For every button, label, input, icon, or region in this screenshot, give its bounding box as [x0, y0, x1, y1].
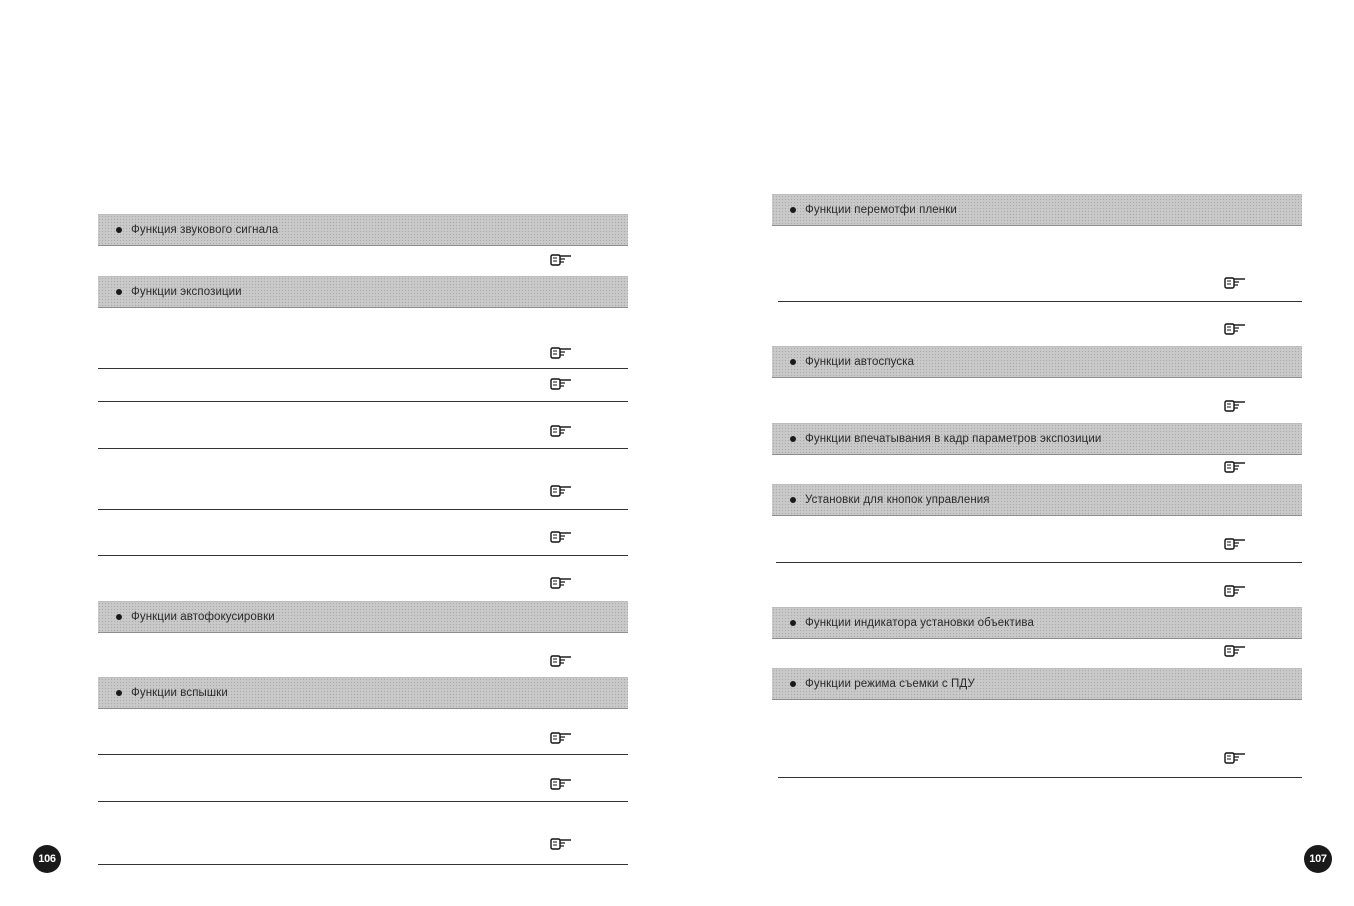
divider: [98, 801, 628, 802]
section-title: Функции индикатора установки объектива: [805, 617, 1034, 629]
bullet-icon: [116, 289, 122, 295]
bullet-icon: [790, 436, 796, 442]
pointing-hand-icon: [1224, 398, 1246, 412]
pointing-hand-icon: [1224, 275, 1246, 289]
pointing-hand-icon: [550, 376, 572, 390]
pointing-hand-icon: [1224, 459, 1246, 473]
pointing-hand-icon: [550, 483, 572, 497]
section-title: Функция звукового сигнала: [131, 224, 279, 236]
section-header-beep: [98, 214, 628, 246]
pointing-hand-icon: [1224, 583, 1246, 597]
bullet-icon: [116, 690, 122, 696]
divider: [98, 754, 628, 755]
pointing-hand-icon: [550, 575, 572, 589]
pointing-hand-icon: [1224, 321, 1246, 335]
section-title: Функции автоспуска: [805, 356, 915, 368]
page-number-badge: 107: [1304, 845, 1332, 873]
bullet-icon: [790, 359, 796, 365]
pointing-hand-icon: [550, 423, 572, 437]
section-title: Функции экспозиции: [131, 286, 242, 298]
page-number-badge: 106: [33, 845, 61, 873]
divider: [98, 448, 628, 449]
bullet-icon: [116, 614, 122, 620]
section-header-remote-control: [772, 668, 1302, 700]
divider: [98, 555, 628, 556]
section-title: Функции режима съемки с ПДУ: [805, 678, 975, 690]
section-header-control-buttons: [772, 484, 1302, 516]
pointing-hand-icon: [1224, 750, 1246, 764]
divider: [98, 864, 628, 865]
section-title: Функции перемотфи пленки: [805, 204, 957, 216]
divider: [98, 368, 628, 369]
section-title: Функции вспышки: [131, 687, 228, 699]
pointing-hand-icon: [550, 252, 572, 266]
section-header-film-advance: [772, 194, 1302, 226]
divider: [778, 777, 1302, 778]
section-header-self-timer: [772, 346, 1302, 378]
pointing-hand-icon: [550, 529, 572, 543]
section-header-data-imprint: [772, 423, 1302, 455]
pointing-hand-icon: [550, 653, 572, 667]
section-header-lens-indicator: [772, 607, 1302, 639]
bullet-icon: [790, 497, 796, 503]
section-title: Установки для кнопок управления: [805, 494, 990, 506]
bullet-icon: [790, 681, 796, 687]
pointing-hand-icon: [1224, 536, 1246, 550]
divider: [778, 301, 1302, 302]
pointing-hand-icon: [550, 345, 572, 359]
section-header-flash: [98, 677, 628, 709]
divider: [98, 509, 628, 510]
bullet-icon: [790, 620, 796, 626]
divider: [776, 562, 1302, 563]
pointing-hand-icon: [1224, 643, 1246, 657]
section-header-exposure: [98, 276, 628, 308]
divider: [98, 401, 628, 402]
pointing-hand-icon: [550, 776, 572, 790]
section-title: Функции автофокусировки: [131, 611, 275, 623]
bullet-icon: [116, 227, 122, 233]
section-title: Функции впечатывания в кадр параметров экспозиции: [805, 433, 1102, 445]
section-header-autofocus: [98, 601, 628, 633]
bullet-icon: [790, 207, 796, 213]
pointing-hand-icon: [550, 730, 572, 744]
pointing-hand-icon: [550, 836, 572, 850]
